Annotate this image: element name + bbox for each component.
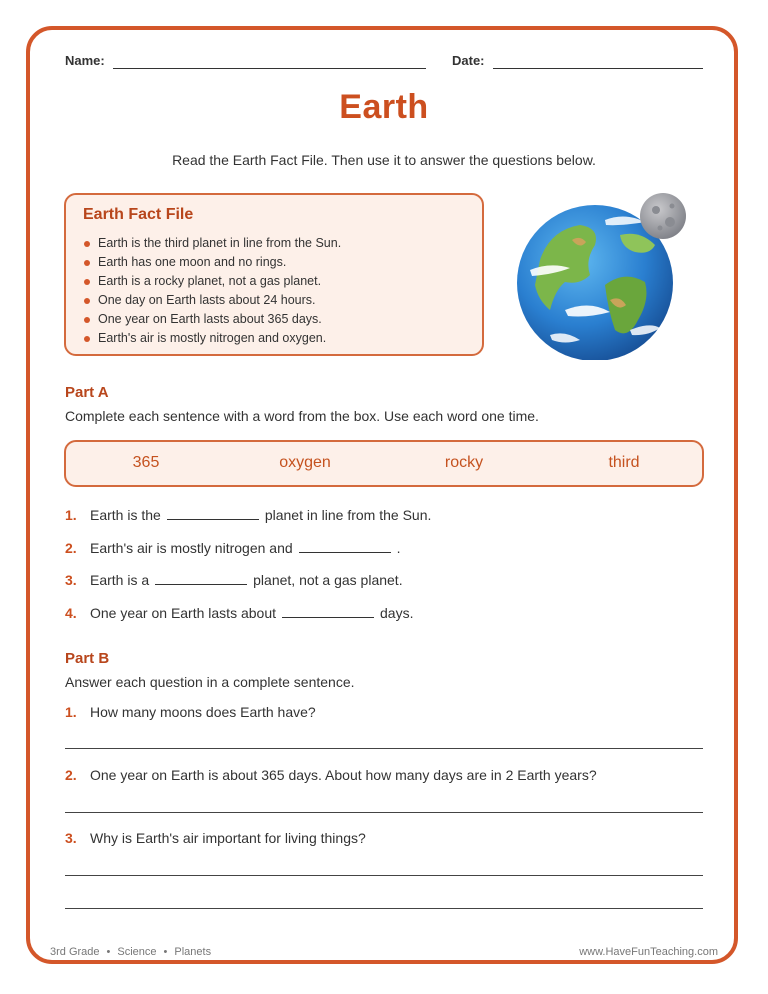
footer-grade: 3rd Grade [50, 946, 100, 958]
word-bank-item: rocky [444, 454, 484, 471]
question-number: 2. [65, 540, 77, 556]
question-text: One year on Earth is about 365 days. About how many days are in 2 Earth years? [90, 767, 597, 783]
fact-item: One year on Earth lasts about 365 days. [83, 310, 341, 329]
earth-icon [510, 190, 695, 360]
fact-item: Earth is the third planet in line from the Sun. [83, 234, 341, 253]
name-label: Name: [65, 53, 105, 68]
answer-blank[interactable] [167, 505, 259, 520]
part-a-instructions: Complete each sentence with a word from the box. Use each word one time. [65, 408, 539, 424]
word-bank-item: 365 [132, 454, 160, 471]
footer-site: www.HaveFunTeaching.com [579, 946, 718, 958]
answer-line[interactable] [65, 812, 703, 813]
question-text: . [396, 540, 401, 556]
question-number: 2. [65, 767, 77, 783]
fact-list [83, 234, 341, 348]
fact-file-box [64, 193, 484, 356]
word-bank-item: oxygen [279, 454, 331, 471]
fact-item: Earth is a rocky planet, not a gas planet. [83, 272, 341, 291]
fact-item: Earth's air is mostly nitrogen and oxygen. [83, 329, 341, 348]
part-b-question [65, 767, 597, 783]
question-text: Why is Earth's air important for living things? [90, 830, 366, 846]
question-text: planet, not a gas planet. [253, 572, 403, 588]
part-a-question [65, 505, 431, 523]
date-label: Date: [452, 53, 485, 68]
part-b-title: Part B [65, 650, 110, 667]
answer-line[interactable] [65, 908, 703, 909]
part-b-instructions: Answer each question in a complete sentence. [65, 674, 355, 690]
fact-file-title: Earth Fact File [83, 206, 194, 223]
part-b-question [65, 830, 366, 846]
question-text: Earth is the [90, 507, 161, 523]
part-a-title: Part A [65, 384, 109, 401]
answer-blank[interactable] [299, 538, 391, 553]
question-text: days. [380, 605, 414, 621]
bullet-separator: • [106, 946, 111, 958]
part-a-question [65, 570, 403, 588]
question-number: 1. [65, 507, 77, 523]
answer-blank[interactable] [282, 603, 374, 618]
footer-tags [50, 946, 211, 958]
question-number: 4. [65, 605, 77, 621]
earth-illustration [510, 190, 695, 360]
page-title: Earth [339, 88, 429, 126]
name-field[interactable] [113, 68, 426, 69]
word-bank-item: third [608, 454, 640, 471]
date-field[interactable] [493, 68, 703, 69]
question-text: Earth's air is mostly nitrogen and [90, 540, 293, 556]
part-b-question [65, 704, 316, 720]
question-number: 1. [65, 704, 77, 720]
fact-item: One day on Earth lasts about 24 hours. [83, 291, 341, 310]
word-bank [64, 440, 704, 487]
question-text: planet in line from the Sun. [264, 507, 432, 523]
intro-text: Read the Earth Fact File. Then use it to answer the questions below. [172, 152, 596, 168]
footer-topic: Planets [174, 946, 212, 958]
footer-subject: Science [117, 946, 157, 958]
answer-blank[interactable] [155, 570, 247, 585]
answer-line[interactable] [65, 748, 703, 749]
question-number: 3. [65, 830, 77, 846]
question-number: 3. [65, 572, 77, 588]
fact-item: Earth has one moon and no rings. [83, 253, 341, 272]
question-text: How many moons does Earth have? [90, 704, 316, 720]
question-text: One year on Earth lasts about [90, 605, 276, 621]
bullet-separator: • [163, 946, 168, 958]
part-a-question [65, 538, 401, 556]
answer-line[interactable] [65, 875, 703, 876]
part-a-question [65, 603, 413, 621]
question-text: Earth is a [90, 572, 150, 588]
